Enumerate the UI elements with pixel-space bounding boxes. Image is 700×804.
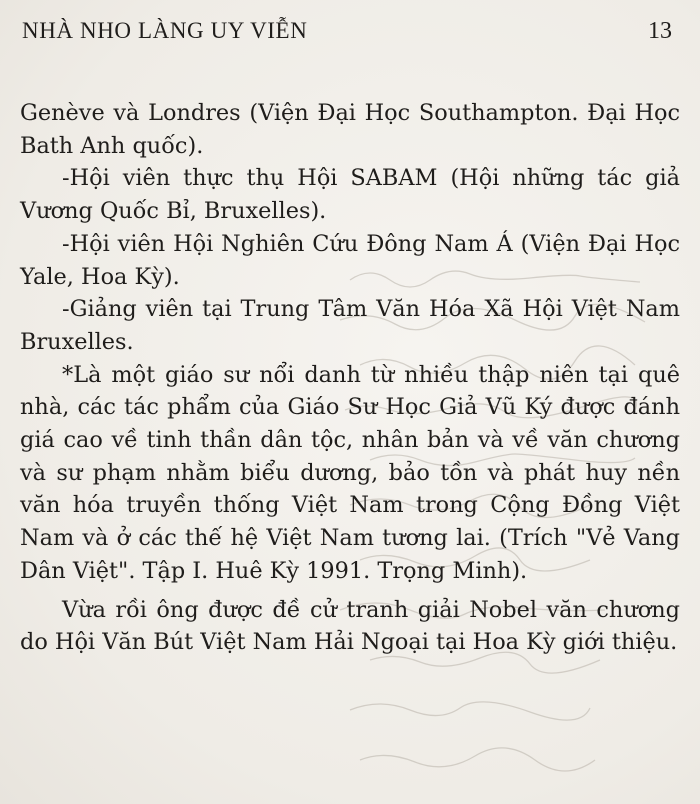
- paragraph-quote: *Là một giáo sư nổi danh từ nhiều thập niên tại quê nhà, các tác phẩm của Giáo Sư Học Giả Vũ Ký được đánh giá cao về tinh thần dân tộc, nhân bản và về văn chương và sư phạm nhằm biểu dương, bảo tồn và phát huy nền văn hóa truyền thống Việt Nam trong Cộng Đồng Việt Nam và ở các thế hệ Việt Nam tương lai. (Trích "Vẻ Vang Dân Việt". Tập I. Huê Kỳ 1991. Trọng Minh).: [20, 361, 680, 584]
- paragraph-nobel: Vừa rồi ông được đề cử tranh giải Nobel văn chương do Hội Văn Bút Việt Nam Hải Ngoại tại Hoa Kỳ giới thiệu.: [20, 596, 680, 656]
- running-title: NHÀ NHO LÀNG UY VIỄN: [22, 18, 308, 43]
- paragraph-sabam: -Hội viên thực thụ Hội SABAM (Hội những tác giả Vương Quốc Bỉ, Bruxelles).: [20, 165, 680, 225]
- paragraph-lecturer: -Giảng viên tại Trung Tâm Văn Hóa Xã Hội Việt Nam Bruxelles.: [20, 296, 680, 355]
- page-number: 13: [648, 18, 672, 44]
- paragraph-continuation: Genève và Londres (Viện Đại Học Southampton. Đại Học Bath Anh quốc).: [20, 100, 680, 159]
- body-text: [20, 97, 680, 659]
- paragraph-southeast-asia-society: -Hội viên Hội Nghiên Cứu Đông Nam Á (Viện Đại Học Yale, Hoa Kỳ).: [20, 230, 680, 290]
- page-header: [22, 18, 672, 52]
